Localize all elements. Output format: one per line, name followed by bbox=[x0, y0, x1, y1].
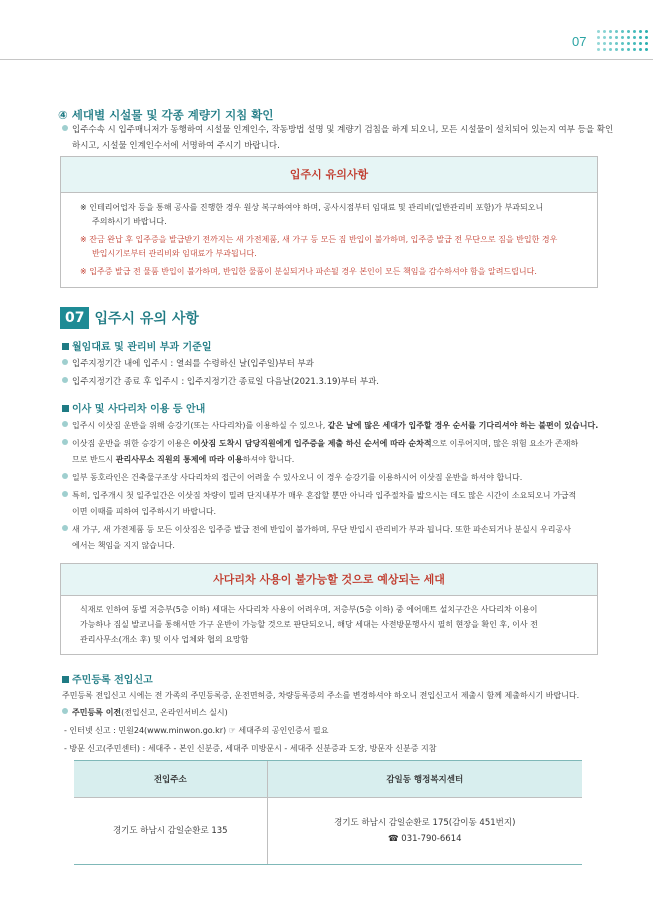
dot-grid-item bbox=[639, 48, 642, 51]
sub1-item-1 bbox=[62, 356, 314, 372]
sub2-bullet-5 bbox=[62, 522, 571, 538]
center-phone: 031-790-6614 bbox=[401, 834, 462, 844]
dot-grid-item bbox=[615, 42, 618, 45]
sub2-bullet-2-cont bbox=[72, 452, 294, 468]
section7-heading bbox=[60, 307, 199, 329]
dot-grid-item bbox=[609, 42, 612, 45]
bullet-icon bbox=[62, 359, 68, 365]
notice-note-3: ※ 입주증 발급 전 물품 반입이 불가하며, 반입한 물품이 분실되거나 파손될 경우 본인이 모든 책임을 감수하셔야 함을 알려드립니다. bbox=[80, 267, 537, 276]
sub3-heading bbox=[62, 671, 153, 686]
bullet-icon bbox=[62, 125, 68, 131]
dot-grid-item bbox=[645, 42, 648, 45]
dot-grid-item bbox=[609, 48, 612, 51]
dot-grid-item bbox=[609, 30, 612, 33]
sub2-bullet-1 bbox=[62, 418, 598, 434]
ladder-line-3: 관리사무소(개소 후) 및 이사 업체와 협의 요망함 bbox=[80, 635, 249, 644]
sub3-move bbox=[62, 705, 228, 721]
bullet-icon bbox=[62, 525, 68, 531]
sub2-bullet-4 bbox=[62, 488, 576, 504]
table-row bbox=[74, 798, 582, 865]
sub2-bullet-2 bbox=[62, 436, 578, 452]
notice-note-2: ※ 잔금 완납 후 입주증을 발급받기 전까지는 새 가전제품, 새 가구 등 모든 짐 반입이 불가하며, 입주증 발급 전 무단으로 짐을 반입한 경우 bbox=[80, 235, 558, 244]
notice-note-1: ※ 인테리어업자 등을 통해 공사를 진행한 경우 원상 복구하여야 하며, 공사시점부터 임대료 및 관리비(일반관리비 포함)가 부과되오니 bbox=[80, 203, 544, 212]
section4-bullet bbox=[62, 122, 613, 138]
section7-number: 07 bbox=[60, 307, 89, 329]
dot-grid-item bbox=[603, 42, 606, 45]
dot-grid-item bbox=[627, 42, 630, 45]
dot-grid-item bbox=[615, 36, 618, 39]
dot-grid-item bbox=[633, 48, 636, 51]
dot-grid-item bbox=[633, 30, 636, 33]
sub2-b1-bold: 같은 날에 많은 세대가 입주할 경우 순서를 기다리셔야 하는 불편이 있습니다. bbox=[327, 421, 599, 430]
header-divider bbox=[0, 59, 653, 60]
bullet-icon bbox=[62, 473, 68, 479]
bullet-icon bbox=[62, 439, 68, 445]
sub2-heading bbox=[62, 400, 205, 415]
notice-note-2-cont: 반입시기로부터 관리비와 임대료가 부과됩니다. bbox=[92, 249, 257, 258]
sub2-b2-f: 하셔야 합니다. bbox=[242, 455, 295, 464]
ladder-line-2: 가능하나 짐실 발코니를 통해서만 가구 운반이 가능할 것으로 판단되오니, 해당 세대는 사전방문행사시 필히 현장을 확인 후, 이사 전 bbox=[80, 620, 538, 629]
sub2-b2-e: 관리사무소 직원의 통제에 따라 이용 bbox=[115, 455, 243, 464]
table-cell-address: 경기도 하남시 감일순환로 135 bbox=[74, 798, 267, 865]
dot-grid-item bbox=[639, 30, 642, 33]
dot-grid-item bbox=[633, 42, 636, 45]
square-bullet-icon bbox=[62, 405, 69, 412]
dot-grid-item bbox=[621, 48, 624, 51]
dot-grid-item bbox=[621, 30, 624, 33]
table-header-center: 감일동 행정복지센터 bbox=[267, 761, 582, 798]
section4-bullet-cont: 하시고, 시설물 인계인수서에 서명하여 주시기 바랍니다. bbox=[72, 141, 280, 151]
ladder-box-title: 사다리차 사용이 불가능할 것으로 예상되는 세대 bbox=[61, 564, 597, 596]
sub1-item-1-text: 입주지정기간 내에 입주시 : 열쇠를 수령하신 날(입주일)부터 부과 bbox=[72, 359, 314, 369]
bullet-icon bbox=[62, 491, 68, 497]
dot-grid-item bbox=[639, 36, 642, 39]
sub3-desc: 주민등록 전입신고 시에는 전 가족의 주민등록증, 운전면허증, 차량등록증의 주소를 변경하셔야 하오니 전입신고서 제출시 함께 제출하시기 바랍니다. bbox=[62, 691, 580, 700]
sub1-heading bbox=[62, 338, 212, 353]
square-bullet-icon bbox=[62, 343, 69, 350]
dot-grid-item bbox=[603, 36, 606, 39]
dot-grid-item bbox=[627, 30, 630, 33]
sub2-b3-text: 일부 동호라인은 건축물구조상 사다리차의 접근이 어려울 수 있사오니 이 경우 승강기를 이용하시어 이삿짐 운반을 하셔야 합니다. bbox=[72, 473, 523, 482]
center-address: 경기도 하남시 감일순환로 175(감이동 451번지) bbox=[334, 818, 516, 828]
sub2-b2-c: 으로 이루어지며, 많은 위험 요소가 존재하 bbox=[431, 439, 579, 448]
notice-note-1-cont: 주의하시기 바랍니다. bbox=[92, 217, 167, 226]
dot-grid-item bbox=[597, 48, 600, 51]
square-bullet-icon bbox=[62, 676, 69, 683]
sub2-title: 이사 및 사다리차 이용 등 안내 bbox=[72, 404, 206, 415]
sub2-b4-text: 특히, 입주개시 첫 일주일간은 이삿짐 차량이 밀려 단지내부가 매우 혼잡할 뿐만 아니라 입주절차를 밟으시는 데도 많은 시간이 소요되오니 가급적 bbox=[72, 491, 577, 500]
dot-grid-item bbox=[621, 42, 624, 45]
center-phone-row bbox=[269, 831, 581, 847]
dot-grid-item bbox=[615, 48, 618, 51]
dot-grid-item bbox=[645, 30, 648, 33]
table-cell-center bbox=[267, 798, 582, 865]
dot-grid-item bbox=[621, 36, 624, 39]
dot-grid-item bbox=[597, 30, 600, 33]
sub2-b1-plain: 입주시 이삿짐 운반을 위해 승강기(또는 사다리차)를 이용하실 수 있으나, bbox=[72, 421, 328, 430]
sub3-title: 주민등록 전입신고 bbox=[72, 675, 153, 686]
dot-grid-item bbox=[639, 42, 642, 45]
dot-grid-item bbox=[645, 48, 648, 51]
dot-grid-item bbox=[627, 48, 630, 51]
sub1-item-2-text: 입주지정기간 종료 후 입주시 : 입주지정기간 종료일 다음날(2021.3.19)부터 부과. bbox=[72, 377, 379, 387]
sub2-bullet-5-cont: 에서는 책임을 지지 않습니다. bbox=[72, 541, 175, 550]
dot-grid-item bbox=[603, 48, 606, 51]
dot-grid-item bbox=[597, 36, 600, 39]
dot-grid-item bbox=[597, 42, 600, 45]
bullet-icon bbox=[62, 421, 68, 427]
section4-bullet-text: 입주수속 시 입주매니저가 동행하여 시설물 인계인수, 작동방법 설명 및 계량기 검침을 하게 되오니, 모든 시설물이 설치되어 있는지 여부 등을 확인 bbox=[72, 125, 614, 135]
sub2-b2-b: 이삿짐 도착시 담당직원에게 입주증을 제출 하신 순서에 따라 순차적 bbox=[192, 439, 432, 448]
dot-grid-item bbox=[603, 30, 606, 33]
table-header-address: 전입주소 bbox=[74, 761, 267, 798]
sub2-bullet-3 bbox=[62, 470, 522, 486]
sub2-bullet-4-cont: 이면 이때를 피하여 입주하시기 바랍니다. bbox=[72, 507, 217, 516]
section7-title: 입주시 유의 사항 bbox=[94, 311, 199, 327]
section4-title: ④ 세대별 시설물 및 각종 계량기 지침 확인 bbox=[58, 108, 274, 122]
dot-grid-item bbox=[627, 36, 630, 39]
dot-grid-item bbox=[633, 36, 636, 39]
decorative-dots-icon bbox=[597, 30, 653, 54]
table-header-row bbox=[74, 761, 582, 798]
dot-grid-item bbox=[645, 36, 648, 39]
sub2-b5-text: 새 가구, 새 가전제품 등 모든 이삿짐은 입주증 발급 전에 반입이 불가하며, 무단 반입시 관리비가 부과 됩니다. 또한 파손되거나 분실시 우리공사 bbox=[72, 525, 571, 534]
sub3-move-note: (전입신고, 온라인서비스 실시) bbox=[121, 708, 228, 717]
sub3-visit: - 방문 신고(주민센터) : 세대주 - 본인 신분증, 세대주 미방문시 - 세대주 신분증과 도장, 방문자 신분증 지참 bbox=[64, 744, 437, 753]
sub3-online: - 인터넷 신고 : 민원24(www.minwon.go.kr) ☞ 세대주의 공인인증서 필요 bbox=[64, 726, 329, 735]
bullet-icon bbox=[62, 708, 68, 714]
page-number: 07 bbox=[572, 34, 587, 49]
dot-grid-item bbox=[609, 36, 612, 39]
sub1-item-2 bbox=[62, 374, 379, 390]
bullet-icon bbox=[62, 377, 68, 383]
sub2-b2-a: 이삿짐 운반을 위한 승강기 이용은 bbox=[72, 439, 193, 448]
dot-grid-item bbox=[615, 30, 618, 33]
sub3-move-label: 주민등록 이전 bbox=[72, 708, 122, 717]
ladder-line-1: 식재로 인하여 동별 저층부(5층 이하) 세대는 사다리차 사용이 어려우며, 저층부(5층 이하) 중 에어매트 설치구간은 사다리차 이용이 bbox=[80, 605, 538, 614]
notice-box-title: 입주시 유의사항 bbox=[61, 157, 597, 193]
sub2-b2-d: 므로 반드시 bbox=[72, 455, 116, 464]
phone-icon: ☎ bbox=[388, 834, 402, 844]
address-table bbox=[74, 760, 582, 865]
sub1-title: 월임대료 및 관리비 부과 기준일 bbox=[72, 342, 212, 353]
